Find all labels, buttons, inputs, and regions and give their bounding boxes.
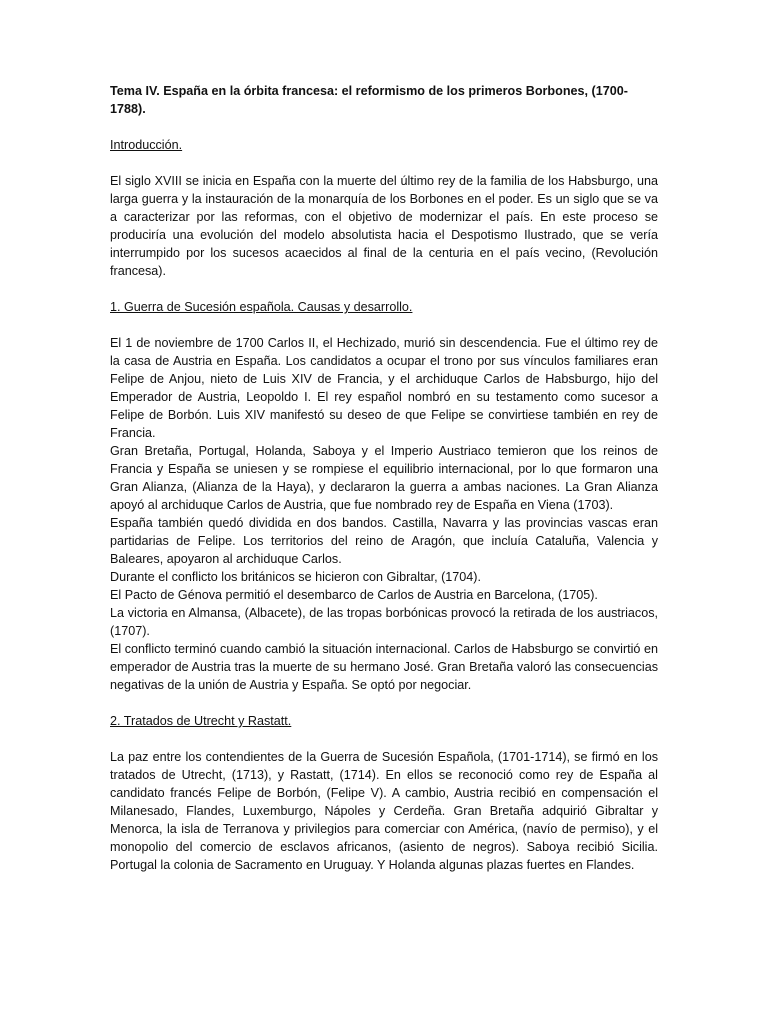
- section-1-paragraph: Gran Bretaña, Portugal, Holanda, Saboya y el Imperio Austriaco temieron que los reinos de Francia y España se uniesen y se rompiese el equilibrio internacional, por lo que formaron una Gran Alianza, (Alianza de la Haya), y declararon la guerra a ambas naciones. La Gran Alianza apoyó al archiduque Carlos de Austria, que fue nombrado rey de España en Viena (1703).: [110, 444, 658, 512]
- section-1-paragraph: El 1 de noviembre de 1700 Carlos II, el Hechizado, murió sin descendencia. Fue el último rey de la casa de Austria en España. Los candidatos a ocupar el trono por sus vínculos familiares eran Felipe de Anjou, nieto de Luis XIV de Francia, y el archiduque Carlos de Habsburgo, hijo del Emperador de Austria, Leopoldo I. El rey español nombró en su testamento como sucesor a Felipe de Borbón. Luis XIV manifestó su deseo de que Felipe se convirtiese también en rey de Francia.: [110, 336, 658, 440]
- section-1-paragraph: La victoria en Almansa, (Albacete), de las tropas borbónicas provocó la retirada de los austriacos, (1707).: [110, 606, 658, 638]
- section-1-paragraph: El conflicto terminó cuando cambió la situación internacional. Carlos de Habsburgo se convirtió en emperador de Austria tras la muerte de su hermano José. Gran Bretaña valoró las consecuencias negativas de la unión de Austria y España. Se optó por negociar.: [110, 642, 658, 692]
- intro-heading: Introducción.: [110, 138, 183, 152]
- section-2-paragraph: La paz entre los contendientes de la Guerra de Sucesión Española, (1701-1714), se firmó en los tratados de Utrecht, (1713), y Rastatt, (1714). En ellos se reconoció como rey de España al candidato francés Felipe de Borbón, (Felipe V). A cambio, Austria recibió en compensación el Milanesado, Flandes, Luxemburgo, Nápoles y Cerdeña. Gran Bretaña adquirió Gibraltar y Menorca, la isla de Terranova y privilegios para comerciar con América, (navío de permiso), y el monopolio del comercio de esclavos africanos, (asiento de negros). Saboya recibió Sicilia. Portugal la colonia de Sacramento en Uruguay. Y Holanda algunas plazas fuertes en Flandes.: [110, 750, 658, 872]
- document-page: [110, 82, 658, 892]
- section-1-paragraph: El Pacto de Génova permitió el desembarco de Carlos de Austria en Barcelona, (1705).: [110, 588, 598, 602]
- document-title: Tema IV. España en la órbita francesa: el reformismo de los primeros Borbones, (1700-1788).: [110, 84, 628, 116]
- section-1-paragraph: Durante el conflicto los británicos se hicieron con Gibraltar, (1704).: [110, 570, 481, 584]
- section-2-body: [110, 748, 658, 874]
- intro-paragraph: El siglo XVIII se inicia en España con la muerte del último rey de la familia de los Habsburgo, una larga guerra y la instauración de la monarquía de los Borbones en el poder. Es un siglo que se va a caracterizar por las reformas, con el objetivo de modernizar el país. En este proceso se produciría una evolución del modelo absolutista hacia el Despotismo Ilustrado, que se vería interrumpido por los sucesos acaecidos al final de la centuria en el país vecino, (Revolución francesa).: [110, 174, 658, 278]
- section-1-body: [110, 334, 658, 694]
- section-1-paragraph: España también quedó dividida en dos bandos. Castilla, Navarra y las provincias vascas eran partidarias de Felipe. Los territorios del reino de Aragón, que incluía Cataluña, Valencia y Baleares, apoyaron al archiduque Carlos.: [110, 516, 658, 566]
- section-1-heading: 1. Guerra de Sucesión española. Causas y desarrollo.: [110, 300, 413, 314]
- section-2-heading: 2. Tratados de Utrecht y Rastatt.: [110, 714, 292, 728]
- intro-section: [110, 172, 658, 280]
